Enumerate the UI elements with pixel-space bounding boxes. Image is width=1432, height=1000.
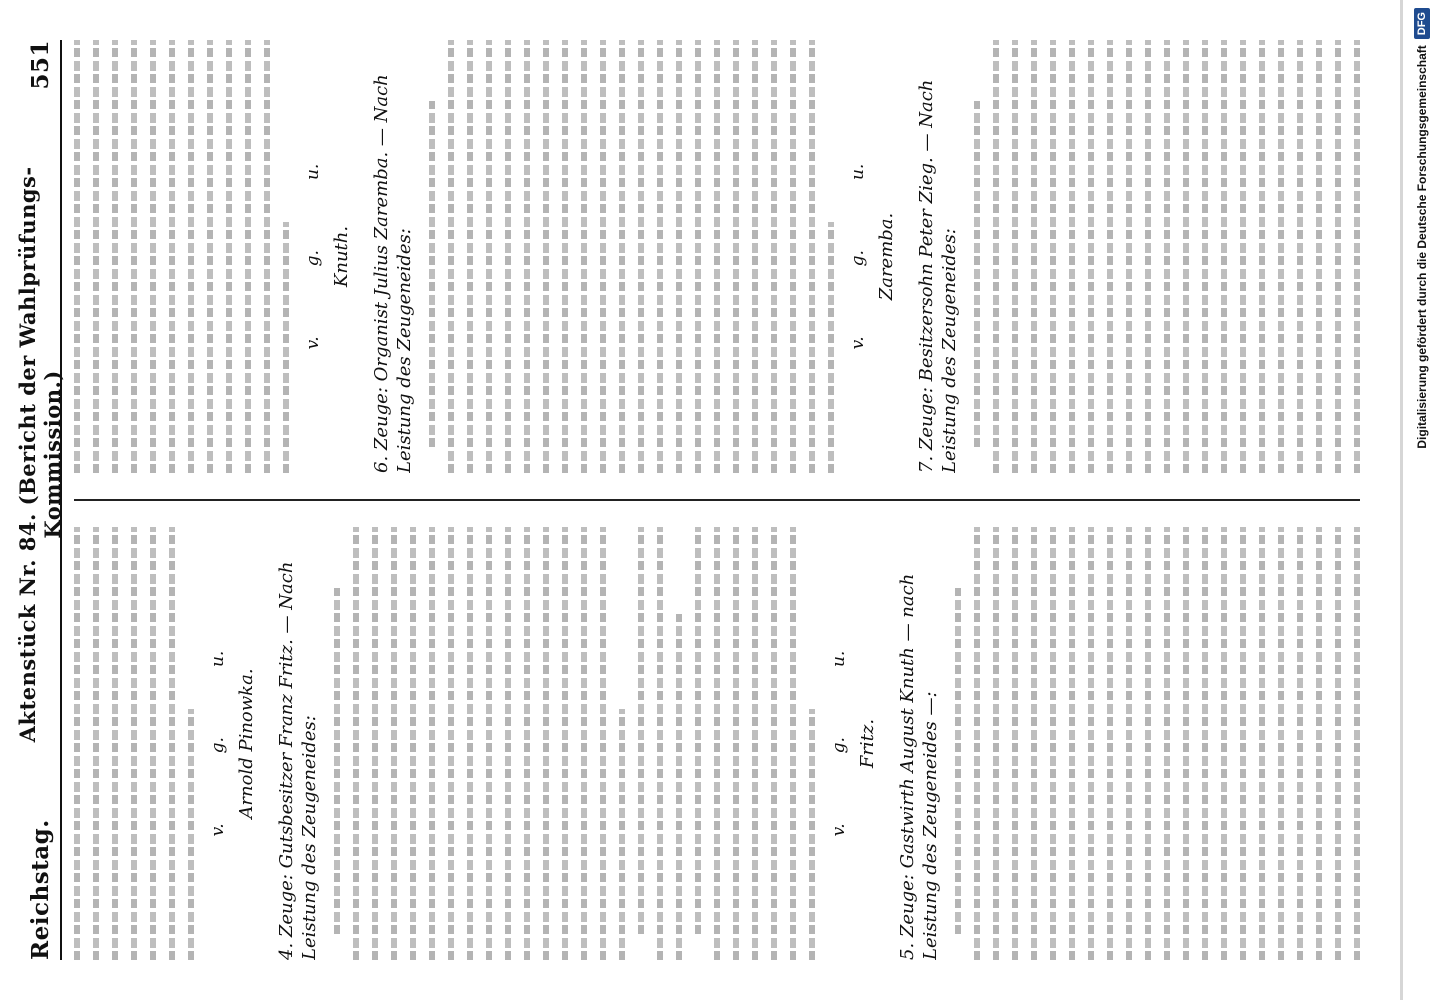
dfg-logo: DFG — [1414, 8, 1430, 39]
paragraph-continued — [74, 527, 194, 960]
scan-edge — [1400, 0, 1403, 1000]
signature-name: Knuth. — [331, 225, 352, 288]
paragraph — [955, 527, 1360, 960]
paragraph — [429, 40, 834, 473]
digitization-credit — [1414, 8, 1430, 988]
section-heading-6: 6. Zeuge: Organist Julius Zaremba. — Nach Leistung des Zeugeneides: — [371, 74, 416, 473]
column-divider — [74, 499, 1360, 501]
signature-block: v. g. u. — [208, 650, 228, 837]
section-heading-5: 5. Zeuge: Gastwirth August Knuth — nach Leistung des Zeugeneides —: — [896, 573, 942, 960]
page-number: 551 — [26, 40, 54, 90]
running-head-title: Aktenstück Nr. 84. (Bericht der Wahlprüfungs-Kommission.) — [15, 166, 65, 743]
signature-block: v. g. u. — [828, 650, 849, 837]
running-head-left: Reichstag. — [26, 819, 54, 960]
paragraph — [334, 527, 625, 960]
text-columns — [74, 40, 1360, 960]
signature-name: Arnold Pinowka. — [236, 668, 257, 819]
section-heading-7: 7. Zeuge: Besitzersohn Peter Zieg. — Nach Leistung des Zeugeneides: — [915, 79, 961, 473]
section-heading-4: 4. Zeuge: Gutsbesitzer Franz Fritz. — Nach Leistung des Zeugeneides: — [276, 561, 321, 960]
left-column — [74, 527, 1360, 960]
running-head — [15, 40, 65, 960]
right-column — [74, 40, 1360, 473]
credit-text: Digitalisierung gefördert durch die Deutsche Forschungsgemeinschaft — [1415, 45, 1429, 449]
paragraph-continued — [74, 40, 289, 473]
signature-name: Zaremba. — [875, 212, 897, 301]
paragraph — [695, 527, 815, 960]
paragraph — [974, 40, 1360, 473]
signature-block: v. g. u. — [303, 163, 323, 350]
paragraph — [638, 527, 682, 960]
signature-name: Fritz. — [856, 718, 878, 769]
signature-block: v. g. u. — [847, 163, 868, 350]
